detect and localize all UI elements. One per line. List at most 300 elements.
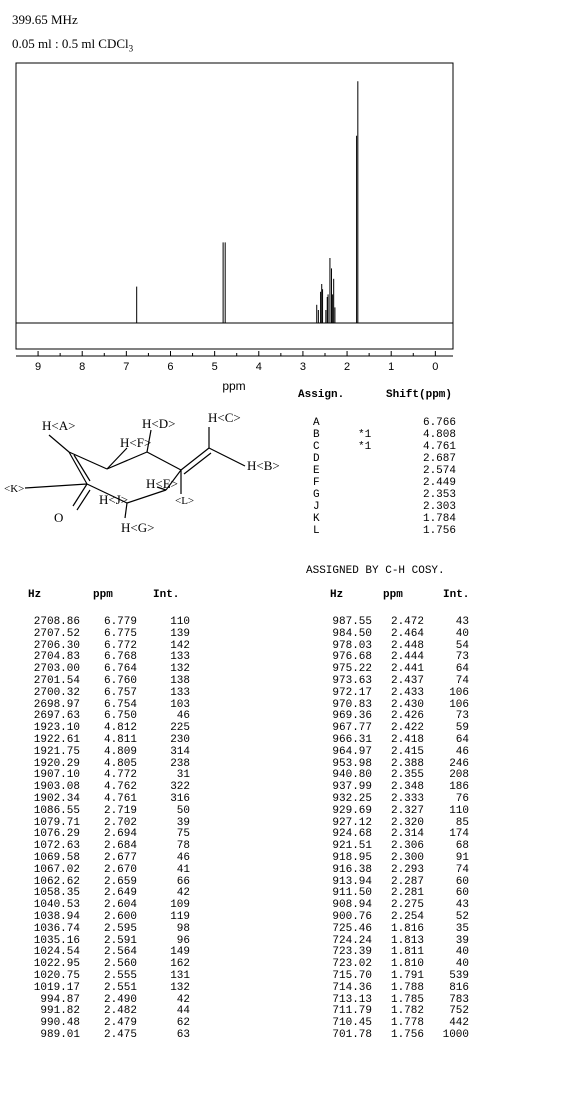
peak-int: 109 [170, 899, 190, 912]
peak-int: 46 [176, 852, 190, 864]
peak-table-row [0, 723, 570, 734]
peak-int: 40 [455, 946, 469, 959]
peak-ppm: 2.490 [103, 993, 137, 1006]
shift-col-header: Shift(ppm) [386, 389, 453, 401]
peak-ppm: 2.464 [390, 627, 424, 640]
peak-hz: 1020.75 [33, 970, 80, 982]
peak-hz: 916.38 [332, 863, 372, 876]
peak-table-row [0, 959, 570, 970]
peak-hz: 1040.53 [33, 899, 80, 912]
peak-hz: 921.51 [332, 840, 372, 853]
peak-hz: 1024.54 [33, 946, 80, 959]
peak-int: 40 [455, 627, 469, 640]
peak-hz: 967.77 [332, 722, 372, 735]
peak-int: 225 [170, 722, 190, 735]
peak-ppm: 4.772 [103, 769, 137, 782]
peak-hz: 1062.62 [33, 875, 80, 888]
peak-table-row [0, 794, 570, 805]
peak-ppm: 4.762 [103, 781, 137, 794]
peak-hz: 1072.63 [33, 840, 80, 853]
assignment-shift: 4.808 [422, 429, 456, 441]
peak-ppm: 4.805 [103, 757, 137, 770]
peak-int: 230 [170, 734, 190, 746]
peak-hz: 2697.63 [33, 710, 80, 723]
peak-int: 314 [170, 745, 190, 758]
assignment-label: D [313, 453, 320, 465]
peak-int: 783 [449, 993, 469, 1006]
assignment-label: G [313, 489, 320, 501]
peak-int: 246 [449, 757, 469, 770]
peak-int: 816 [449, 981, 469, 994]
peak-hz: 1923.10 [33, 722, 80, 735]
peak-ppm: 4.809 [103, 745, 137, 758]
assignment-label: B [313, 429, 320, 441]
peak-ppm: 1.811 [390, 946, 424, 959]
peak-int: 142 [170, 639, 190, 652]
peak-int: 139 [170, 627, 190, 640]
peak-int: 91 [455, 852, 469, 864]
peak-ppm: 1.778 [390, 1017, 424, 1030]
atom-label-hf: H<F> [120, 435, 152, 450]
atom-label-ha: H<A> [42, 418, 76, 433]
assignment-shift: 6.766 [422, 417, 456, 429]
peak-hz: 2706.30 [33, 639, 80, 652]
peak-table-row [0, 936, 570, 947]
peak-int: 316 [170, 793, 190, 805]
x-tick-label: 1 [388, 361, 395, 373]
peak-hz: 701.78 [332, 1029, 372, 1041]
atom-label-hb: H<B> [247, 458, 280, 473]
peak-hz: 1902.34 [33, 793, 80, 805]
atom-label-hg: H<G> [121, 520, 155, 535]
peak-ppm: 2.684 [103, 840, 137, 853]
peak-table-row [0, 652, 570, 663]
peak-table-header-int-right: Int. [443, 589, 470, 601]
peak-hz: 908.94 [332, 899, 372, 912]
peak-int: 752 [449, 1005, 469, 1018]
peak-hz: 972.17 [332, 686, 372, 699]
peak-hz: 1079.71 [33, 816, 80, 829]
assignment-note: *1 [358, 429, 372, 441]
peak-hz: 710.45 [332, 1017, 372, 1030]
peak-int: 41 [176, 863, 190, 876]
peak-int: 539 [449, 970, 469, 982]
assignment-shift: 2.574 [422, 465, 456, 477]
peak-hz: 984.50 [332, 627, 372, 640]
peak-table-row [0, 1018, 570, 1029]
assignment-note: *1 [358, 441, 372, 453]
peak-int: 76 [455, 793, 469, 805]
peak-ppm: 2.388 [390, 757, 424, 770]
peak-int: 52 [455, 911, 469, 923]
peak-hz: 1058.35 [33, 887, 80, 900]
atom-label-hc: H<C> [208, 410, 241, 425]
peak-int: 60 [455, 887, 469, 900]
peak-table-row [0, 900, 570, 911]
assignment-shift: 4.761 [422, 441, 456, 453]
peak-int: 35 [455, 922, 469, 935]
peak-table-row [0, 924, 570, 935]
peak-hz: 1069.58 [33, 852, 80, 864]
peak-hz: 970.83 [332, 698, 372, 711]
peak-table-row [0, 700, 570, 711]
peak-int: 63 [176, 1029, 190, 1041]
spectrometer-frequency: 399.65 MHz [12, 12, 78, 27]
peak-hz: 1920.29 [33, 757, 80, 770]
peak-int: 174 [449, 828, 469, 841]
peak-ppm: 6.772 [103, 639, 137, 652]
solvent-subscript: 3 [128, 43, 134, 54]
peak-int: 85 [455, 816, 469, 829]
peak-hz: 975.22 [332, 663, 372, 676]
peak-ppm: 6.757 [103, 686, 137, 699]
peak-int: 59 [455, 722, 469, 735]
peak-ppm: 2.437 [390, 675, 424, 687]
peak-hz: 724.24 [332, 934, 372, 947]
peak-hz: 913.94 [332, 875, 372, 888]
peak-int: 75 [176, 828, 190, 841]
peak-int: 39 [455, 934, 469, 947]
x-tick-label: 6 [167, 361, 174, 373]
peak-hz: 987.55 [332, 616, 372, 628]
x-tick-label: 5 [211, 361, 218, 373]
atom-label-hd: H<D> [142, 416, 176, 431]
peak-hz: 966.31 [332, 734, 372, 746]
peak-hz: 940.80 [332, 769, 372, 782]
peak-int: 133 [170, 686, 190, 699]
peak-int: 132 [170, 981, 190, 994]
peak-hz: 1903.08 [33, 781, 80, 794]
peak-table-row [0, 735, 570, 746]
peak-ppm: 2.441 [390, 663, 424, 676]
peak-int: 119 [170, 911, 190, 923]
peak-ppm: 2.426 [390, 710, 424, 723]
peak-table-row [0, 888, 570, 899]
peak-int: 68 [455, 840, 469, 853]
assignment-shift: 2.353 [422, 489, 456, 501]
peak-hz: 1035.16 [33, 934, 80, 947]
peak-table-row [0, 818, 570, 829]
peak-table-row [0, 1006, 570, 1017]
peak-hz: 1038.94 [33, 911, 80, 923]
x-tick-label: 9 [35, 361, 42, 373]
peak-ppm: 2.649 [103, 887, 137, 900]
peak-table-row [0, 841, 570, 852]
peak-ppm: 6.760 [103, 675, 137, 687]
peak-ppm: 2.422 [390, 722, 424, 735]
peak-ppm: 2.472 [390, 616, 424, 628]
peak-ppm: 2.444 [390, 651, 424, 664]
peak-int: 64 [455, 734, 469, 746]
peak-ppm: 6.754 [103, 698, 137, 711]
peak-hz: 964.97 [332, 745, 372, 758]
peak-ppm: 2.433 [390, 686, 424, 699]
peak-ppm: 4.761 [103, 793, 137, 805]
peak-table-row [0, 711, 570, 722]
peak-int: 106 [449, 698, 469, 711]
peak-int: 186 [449, 781, 469, 794]
peak-int: 42 [176, 887, 190, 900]
assignment-shift: 1.784 [422, 513, 456, 525]
peak-ppm: 2.555 [103, 970, 137, 982]
peak-int: 64 [455, 663, 469, 676]
peak-int: 44 [176, 1005, 190, 1018]
x-tick-label: 2 [343, 361, 351, 373]
peak-int: 208 [449, 769, 469, 782]
peak-hz: 723.39 [332, 946, 372, 959]
peak-ppm: 2.591 [103, 934, 137, 947]
peak-int: 162 [170, 958, 190, 971]
peak-ppm: 1.782 [390, 1005, 424, 1018]
assignment-label: K [313, 513, 320, 525]
peak-int: 73 [455, 651, 469, 664]
peak-hz: 725.46 [332, 922, 372, 935]
peak-ppm: 2.281 [390, 887, 424, 900]
peak-table-header-hz-left: Hz [28, 589, 42, 601]
peak-hz: 1076.29 [33, 828, 80, 841]
peak-hz: 2708.86 [33, 616, 80, 628]
peak-int: 50 [176, 804, 190, 817]
assignment-header [298, 389, 453, 401]
peak-ppm: 2.314 [390, 828, 424, 841]
peak-int: 74 [455, 863, 469, 876]
x-axis-label: ppm [222, 379, 246, 393]
peak-table-row [0, 759, 570, 770]
peak-ppm: 6.750 [103, 710, 137, 723]
peak-hz: 1022.95 [33, 958, 80, 971]
peak-int: 133 [170, 651, 190, 664]
assign-col-header: Assign. [298, 389, 345, 401]
peak-ppm: 1.791 [390, 970, 424, 982]
peak-int: 74 [455, 675, 469, 687]
peak-ppm: 2.600 [103, 911, 137, 923]
peak-ppm: 6.775 [103, 627, 137, 640]
peak-int: 1000 [442, 1029, 469, 1041]
peak-int: 54 [455, 639, 469, 652]
peak-ppm: 1.816 [390, 922, 424, 935]
x-tick-label: 3 [299, 361, 306, 373]
peak-int: 138 [170, 675, 190, 687]
peak-hz: 932.25 [332, 793, 372, 805]
assignment-label: C [313, 441, 320, 453]
peak-hz: 1086.55 [33, 804, 80, 817]
peak-hz: 1019.17 [33, 981, 80, 994]
peak-hz: 714.36 [332, 981, 372, 994]
peak-table-row [0, 782, 570, 793]
assignment-shift: 1.756 [422, 525, 456, 537]
peak-table-header-ppm-right: ppm [383, 589, 403, 601]
peak-ppm: 2.670 [103, 863, 137, 876]
peak-ppm: 2.659 [103, 875, 137, 888]
peak-int: 39 [176, 816, 190, 829]
peak-ppm: 2.604 [103, 899, 137, 912]
peak-hz: 927.12 [332, 816, 372, 829]
peak-hz: 2698.97 [33, 698, 80, 711]
peak-table-row [0, 629, 570, 640]
peak-ppm: 2.287 [390, 875, 424, 888]
peak-table-row [0, 829, 570, 840]
peak-table-header-int-left: Int. [153, 589, 180, 601]
peak-ppm: 2.677 [103, 852, 137, 864]
peak-int: 62 [176, 1017, 190, 1030]
peak-hz: 1921.75 [33, 745, 80, 758]
peak-int: 110 [170, 616, 190, 628]
peak-table-header-ppm-left: ppm [93, 589, 113, 601]
peak-int: 442 [449, 1017, 469, 1030]
peak-hz: 1907.10 [33, 769, 80, 782]
peak-hz: 2701.54 [33, 675, 80, 687]
peak-ppm: 4.812 [103, 722, 137, 735]
peak-int: 110 [449, 804, 469, 817]
assignment-shift: 2.687 [422, 453, 456, 465]
peak-hz: 1922.61 [33, 734, 80, 746]
peak-ppm: 2.479 [103, 1017, 137, 1030]
peak-int: 98 [176, 922, 190, 935]
peak-ppm: 2.719 [103, 804, 137, 817]
peak-ppm: 2.320 [390, 816, 424, 829]
peak-int: 96 [176, 934, 190, 947]
atom-label-he: H<E> [146, 476, 178, 491]
peak-ppm: 1.756 [390, 1029, 424, 1041]
atom-label-l: <L> [175, 495, 195, 507]
peak-table-row [0, 983, 570, 994]
x-tick-label: 0 [432, 361, 439, 373]
peak-int: 66 [176, 875, 190, 888]
peak-ppm: 1.788 [390, 981, 424, 994]
x-tick-label: 7 [123, 361, 130, 373]
peak-hz: 929.69 [332, 804, 372, 817]
peak-ppm: 2.327 [390, 804, 424, 817]
peak-ppm: 6.779 [103, 616, 137, 628]
peak-table-row [0, 995, 570, 1006]
peak-hz: 994.87 [40, 993, 80, 1006]
peak-hz: 978.03 [332, 639, 372, 652]
peak-int: 132 [170, 663, 190, 676]
peak-ppm: 4.811 [103, 734, 137, 746]
peak-int: 46 [176, 710, 190, 723]
peak-ppm: 2.418 [390, 734, 424, 746]
peak-int: 103 [170, 698, 190, 711]
peak-table-row [0, 971, 570, 982]
atom-label-k: <K> [4, 483, 25, 495]
peak-int: 42 [176, 993, 190, 1006]
peak-ppm: 2.293 [390, 863, 424, 876]
peak-int: 40 [455, 958, 469, 971]
peak-table-row [0, 1030, 570, 1041]
peak-table-row [0, 688, 570, 699]
peak-ppm: 2.551 [103, 981, 137, 994]
peak-ppm: 2.595 [103, 922, 137, 935]
peak-hz: 991.82 [40, 1005, 80, 1018]
peak-ppm: 2.254 [390, 911, 424, 923]
peak-ppm: 2.694 [103, 828, 137, 841]
peak-ppm: 2.430 [390, 698, 424, 711]
assignment-label: F [313, 477, 320, 489]
peak-ppm: 2.702 [103, 816, 137, 829]
peak-hz: 713.13 [332, 993, 372, 1006]
peak-hz: 937.99 [332, 781, 372, 794]
peak-hz: 2704.83 [33, 651, 80, 664]
peak-hz: 1067.02 [33, 863, 80, 876]
peak-ppm: 2.560 [103, 958, 137, 971]
peak-table-row [0, 641, 570, 652]
peak-int: 78 [176, 840, 190, 853]
peak-hz: 900.76 [332, 911, 372, 923]
peak-int: 46 [455, 745, 469, 758]
peak-int: 43 [455, 616, 469, 628]
peak-table-row [0, 806, 570, 817]
peak-table-row [0, 617, 570, 628]
assignment-label: E [313, 465, 320, 477]
peak-ppm: 2.448 [390, 639, 424, 652]
peak-hz: 2700.32 [33, 686, 80, 699]
peak-table-row [0, 853, 570, 864]
peak-table-header-hz-right: Hz [330, 589, 344, 601]
peak-int: 60 [455, 875, 469, 888]
peak-ppm: 6.764 [103, 663, 137, 676]
peak-table-row [0, 947, 570, 958]
peak-ppm: 2.415 [390, 745, 424, 758]
peak-hz: 911.50 [332, 887, 372, 900]
peak-ppm: 2.355 [390, 769, 424, 782]
peak-hz: 969.36 [332, 710, 372, 723]
peak-ppm: 6.768 [103, 651, 137, 664]
solvent-text: 0.05 ml : 0.5 ml CDCl [12, 36, 129, 51]
peak-ppm: 2.475 [103, 1029, 137, 1041]
peak-int: 238 [170, 757, 190, 770]
peak-hz: 990.48 [40, 1017, 80, 1030]
peak-int: 106 [449, 686, 469, 699]
peak-ppm: 2.564 [103, 946, 137, 959]
peak-int: 149 [170, 946, 190, 959]
assignment-label: J [313, 501, 320, 513]
peak-int: 43 [455, 899, 469, 912]
peak-table-row [0, 747, 570, 758]
peak-ppm: 2.306 [390, 840, 424, 853]
peak-ppm: 2.482 [103, 1005, 137, 1018]
atom-label-o: O [54, 510, 64, 525]
peak-ppm: 2.333 [390, 793, 424, 805]
peak-ppm: 1.785 [390, 993, 424, 1006]
peak-table-row [0, 664, 570, 675]
x-tick-label: 8 [79, 361, 86, 373]
peak-table-row [0, 676, 570, 687]
peak-hz: 2703.00 [33, 663, 80, 676]
peak-table-row [0, 865, 570, 876]
peak-hz: 924.68 [332, 828, 372, 841]
peak-hz: 723.02 [332, 958, 372, 971]
peak-hz: 989.01 [40, 1029, 80, 1041]
peak-hz: 976.68 [332, 651, 372, 664]
peak-int: 31 [176, 769, 190, 782]
atom-label-hj: H<J> [99, 492, 129, 507]
peak-hz: 973.63 [332, 675, 372, 687]
peak-ppm: 1.810 [390, 958, 424, 971]
assignment-label: A [313, 417, 320, 429]
peak-ppm: 2.348 [390, 781, 424, 794]
peak-ppm: 2.300 [390, 852, 424, 864]
peak-int: 73 [455, 710, 469, 723]
peak-table-row [0, 912, 570, 923]
peak-table-row [0, 770, 570, 781]
peak-ppm: 2.275 [390, 899, 424, 912]
peak-hz: 715.70 [332, 970, 372, 982]
molecule-structure [0, 0, 300, 560]
peak-hz: 918.95 [332, 852, 372, 864]
peak-hz: 2707.52 [33, 627, 80, 640]
peak-hz: 1036.74 [33, 922, 80, 935]
peak-table-row [0, 877, 570, 888]
